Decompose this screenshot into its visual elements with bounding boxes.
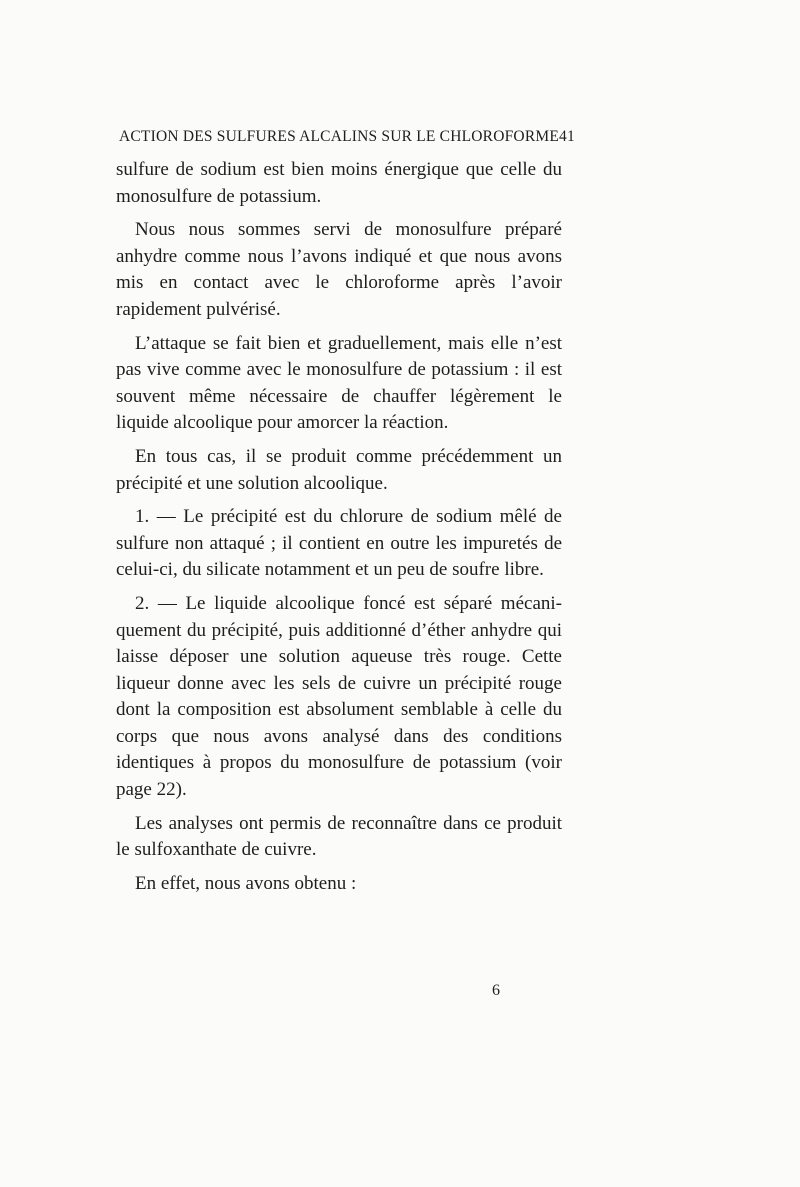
- running-header: [119, 128, 575, 146]
- paragraph: 2. — Le liquide alcoolique foncé est séparé mécaniquement du précipité, puis additionné d’éther anhydre qui laisse déposer une solution aqueuse très rouge. Cette liqueur donne avec les sels de cuivre un précipité rouge dont la composition est absolument semblable à celle du corps que nous avons analysé dans des conditions identiques à propos du monosulfure de potassium (voir page 22).: [116, 592, 562, 801]
- header-title: ACTION DES SULFURES ALCALINS SUR LE CHLOROFORME: [119, 128, 560, 145]
- paragraph: En tous cas, il se produit comme précédemment un précipité et une solution alcoolique.: [116, 445, 562, 494]
- paragraph: Nous nous sommes servi de monosulfure préparé anhydre comme nous l’avons indiqué et que nous avons mis en contact avec le chloroforme après l’avoir rapidement pulvérisé.: [116, 219, 562, 320]
- body-text: [116, 157, 562, 904]
- paragraph: L’attaque se fait bien et graduellement, mais elle n’est pas vive comme avec le monosulfure de potassium : il est souvent même nécessaire de chauffer légèrement le liquide alcoolique pour amorcer la réaction.: [116, 332, 562, 434]
- signature-mark: 6: [492, 982, 500, 999]
- paragraph: En effet, nous avons obtenu :: [135, 872, 357, 894]
- paragraph: sulfure de sodium est bien moins énergique que celle du monosulfure de potassium.: [116, 159, 562, 207]
- header-page-number: 41: [559, 128, 575, 145]
- paragraph: Les analyses ont permis de reconnaître dans ce produit le sulfoxanthate de cuivre.: [116, 812, 562, 861]
- paragraph: 1. — Le précipité est du chlorure de sodium mêlé de sulfure non attaqué ; il contient en outre les impuretés de celui-ci, du silicate notamment et un peu de soufre libre.: [116, 506, 562, 581]
